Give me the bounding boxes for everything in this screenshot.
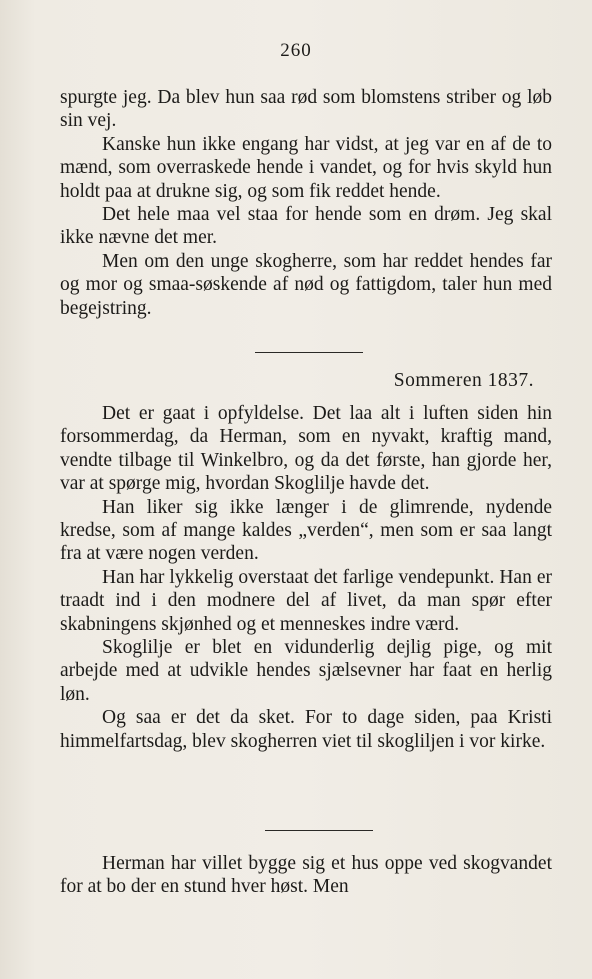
- paragraph: Men om den unge skogherre, som har reddet hendes far og mor og smaa-søskende af nød og fattigdom, taler hun med begejstring.: [60, 250, 552, 319]
- paragraph: Det hele maa vel staa for hende som en drøm. Jeg skal ikke nævne det mer.: [60, 204, 552, 249]
- paragraph: Det er gaat i opfyldelse. Det laa alt i luften siden hin forsommerdag, da Herman, som en nyvakt, kraftig mand, vendte tilbage til Winkelbro, og da det første, han gjorde her, var at spørge mig, hvordan Skoglilje havde det.: [60, 403, 552, 495]
- section-divider: [265, 830, 373, 831]
- section-divider: [255, 352, 363, 353]
- page-number: 260: [280, 40, 312, 61]
- paragraph: Skoglilje er blet en vidunderlig dejlig pige, og mit arbejde med at udvikle hendes sjælsevner har faat en herlig løn.: [60, 637, 552, 705]
- paragraph: spurgte jeg. Da blev hun saa rød som blomstens striber og løb sin vej.: [60, 87, 552, 132]
- paragraph: Kanske hun ikke engang har vidst, at jeg var en af de to mænd, som overraskede hende i vandet, og for hvis skyld hun holdt paa at drukne sig, og som fik reddet hende.: [60, 133, 552, 202]
- section-heading-date: Sommeren 1837.: [393, 370, 534, 391]
- paragraph: Han liker sig ikke længer i de glimrende, nydende kredse, som af mange kaldes „verden“, men som er saa langt fra at være nogen verden.: [60, 496, 552, 565]
- text-block-bottom: [60, 852, 552, 899]
- paragraph: Herman har villet bygge sig et hus oppe ved skogvandet for at bo der en stund hver høst. Men: [60, 853, 552, 898]
- paragraph: Og saa er det da sket. For to dage siden, paa Kristi himmelfartsdag, blev skogherren viet til skogliljen i vor kirke.: [60, 707, 552, 752]
- paragraph: Han har lykkelig overstaat det farlige vendepunkt. Han er traadt ind i den modnere del af livet, da man spør efter skabningens skjønhed og et menneskes indre værd.: [60, 566, 552, 635]
- text-block-top: [60, 86, 552, 320]
- text-block-middle: [60, 402, 552, 753]
